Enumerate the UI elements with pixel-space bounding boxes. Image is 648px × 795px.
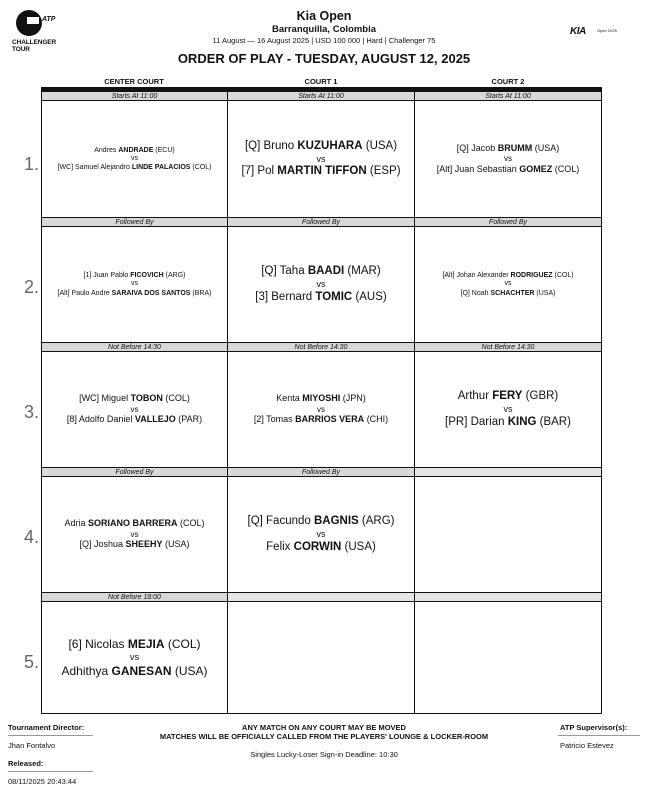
schedule-time-bar: Not Before 14:30 [415,343,601,352]
player-given-name: Adria [64,518,88,529]
sponsor-sub: Open 2025 [597,28,617,33]
player-surname: GOMEZ [519,163,553,174]
versus-label: vs [317,404,325,414]
schedule-time-bar: Not Before 18:00 [42,593,227,602]
player-surname: BRUMM [497,142,533,153]
player-country: (USA) [362,139,398,152]
player-two [58,163,212,172]
player-country: (GBR) [522,390,559,403]
versus-label: vs [504,154,512,164]
released-divider [8,771,93,772]
schedule-time-bar: Followed By [42,218,227,227]
player-two [67,414,202,426]
match-cell [415,343,601,468]
schedule-time-bar: Followed By [42,468,227,477]
schedule-time-bar: Starts At 11:00 [415,92,601,101]
player-two [461,289,556,298]
player-given-name: [1] Juan Pablo [83,272,131,280]
player-two [254,414,388,426]
player-given-name: Kenta [276,393,303,404]
schedule-time-bar: Starts At 11:00 [42,92,227,101]
player-surname: FICOVICH [130,272,164,280]
player-two [445,415,571,430]
player-surname: SORIANO BARRERA [88,518,178,529]
player-surname: SHEEHY [125,539,163,550]
player-country: (COL) [552,163,580,174]
schedule-time-bar: Followed By [228,468,414,477]
row-number: 3. [24,402,40,422]
order-of-play-title: ORDER OF PLAY - TUESDAY, AUGUST 12, 2025 [177,51,471,66]
player-given-name: [Q] Noah [460,289,491,297]
player-given-name: [2] Tomas [253,414,296,425]
player-country: (USA) [532,142,560,153]
player-given-name: [PR] Darian [445,415,508,428]
player-one [457,143,560,155]
logo-line1: CHALLENGER [12,39,57,46]
player-one [276,393,366,405]
versus-label: vs [130,529,139,539]
match [230,227,412,342]
versus-label: vs [131,280,138,288]
match-cell [415,218,601,343]
player-given-name: Felix [266,540,294,553]
player-two [255,290,386,305]
schedule-time-bar [415,593,601,602]
player-country: (BRA) [190,289,212,297]
player-one [68,637,200,653]
player-two [266,540,376,555]
player-country: (USA) [534,289,556,297]
player-country: (ARG) [163,272,186,280]
player-country: (COL) [162,393,190,404]
player-country: (COL) [177,518,205,529]
match-cell [228,468,415,593]
released-label: Released: [8,759,44,768]
player-given-name: Andres [94,146,119,154]
player-given-name: [Q] Facundo [247,515,314,528]
player-two [58,289,212,298]
empty-cell [415,468,601,593]
player-surname: MARTIN TIFFON [277,165,367,178]
player-surname: KUZUHARA [297,139,363,152]
match [44,101,225,217]
player-given-name: [8] Adolfo Daniel [66,414,135,425]
match [44,352,225,467]
lucky-loser-deadline: Singles Lucky-Loser Sign-in Deadline: 10:30 [250,750,398,759]
player-surname: GANESAN [111,663,172,678]
player-surname: LINDE PALACIOS [131,164,191,172]
row-number: 5. [24,652,40,672]
player-country: (ECU) [153,146,175,154]
player-one [458,389,559,404]
player-one [64,518,204,530]
player-surname: RODRIGUEZ [510,272,553,280]
player-surname: BAADI [307,265,345,278]
player-given-name: Adhithya [61,663,112,678]
match [44,602,225,714]
match-cell [415,92,601,218]
court-header-court1: COURT 1 [304,77,338,86]
player-surname: MIYOSHI [302,393,341,404]
player-two [79,539,189,551]
player-given-name: [3] Bernard [255,290,316,303]
player-surname: KING [507,415,537,428]
player-country: (COL) [164,636,201,651]
player-one [84,271,186,280]
logo-brand: ATP [42,16,56,23]
match [44,477,225,592]
player-country: (PAR) [175,414,203,425]
player-given-name: [Q] Jacob [456,142,498,153]
player-given-name: [WC] Miguel [79,393,131,404]
court-header-court2: COURT 2 [491,77,525,86]
row-number: 1. [24,154,40,174]
player-country: (USA) [171,663,208,678]
player-country: (ESP) [366,165,401,178]
player-surname: SCHACHTER [490,289,535,297]
schedule-time-bar: Followed By [415,218,601,227]
player-given-name: [Alt] Johan Alexander [442,272,511,280]
match [417,101,599,217]
versus-label: vs [316,529,326,540]
player-given-name: Arthur [457,390,493,403]
match-cell [42,343,228,468]
versus-label: vs [316,153,326,164]
player-one [248,514,395,529]
match-cell [228,92,415,218]
player-country: (ARG) [358,515,395,528]
player-two [437,164,580,176]
schedule-time-bar [228,593,414,602]
player-given-name: [Alt] Juan Sebastian [436,163,520,174]
sponsor-logo: KIA [570,26,586,37]
player-country: (JPN) [340,393,366,404]
schedule-time-bar: Followed By [228,218,414,227]
match-cell [228,343,415,468]
player-surname: TOMIC [315,290,353,303]
player-surname: ANDRADE [118,146,154,154]
match-cell [228,218,415,343]
player-one [79,393,190,405]
match [417,227,599,342]
player-one [94,146,175,155]
player-surname: VALLEJO [134,414,176,425]
player-surname: SARAIVA DOS SANTOS [111,289,191,297]
supervisor-label: ATP Supervisor(s): [560,723,628,732]
player-given-name: [WC] Samuel Alejandro [57,164,132,172]
player-country: (USA) [162,539,190,550]
versus-label: vs [130,404,139,414]
player-given-name: [Q] Joshua [79,539,126,550]
player-country: (AUS) [352,290,387,303]
player-country: (BAR) [536,415,571,428]
match-cell [42,218,228,343]
empty-cell [228,593,415,714]
versus-label: vs [504,280,512,288]
schedule-time-bar: Starts At 11:00 [228,92,414,101]
player-country: (USA) [341,540,376,553]
player-one [442,271,573,280]
match-cell [42,92,228,218]
director-label: Tournament Director: [8,723,85,732]
versus-label: vs [131,154,138,162]
row-number: 4. [24,527,40,547]
versus-label: vs [316,279,326,290]
schedule-time-bar: Not Before 14:30 [228,343,414,352]
player-given-name: [Alt] Paulo Andre [57,289,112,297]
player-given-name: [Q] Bruno [244,139,298,152]
player-given-name: [7] Pol [241,165,278,178]
match [230,477,412,592]
player-two [241,164,400,179]
player-country: (MAR) [344,265,381,278]
director-name: Jhan Fontalvo [8,741,56,750]
tournament-title: Kia Open [296,9,352,23]
match [230,101,412,217]
logo-line2: TOUR [12,46,30,53]
row-number: 2. [24,277,40,297]
supervisor-name: Patricio Estevez [560,741,614,750]
match [230,352,412,467]
versus-label: vs [129,652,140,664]
released-value: 08/11/2025 20:43:44 [8,777,77,786]
player-country: (COL) [190,164,212,172]
schedule-time-bar: Not Before 14:30 [42,343,227,352]
player-surname: BARRIOS VERA [295,414,365,425]
match [417,352,599,467]
tournament-meta: 11 August — 16 August 2025 | USD 100 000 | Hard | Challenger 75 [212,36,436,45]
player-surname: MEJIA [127,636,165,651]
player-country: (COL) [552,272,574,280]
player-one [245,139,397,154]
player-one [261,264,380,279]
player-surname: FERY [492,390,523,403]
notice-called: MATCHES WILL BE OFFICIALLY CALLED FROM THE PLAYERS' LOUNGE & LOCKER-ROOM [159,732,489,741]
player-country: (CHI) [364,414,389,425]
player-given-name: [6] Nicolas [68,636,128,651]
player-surname: CORWIN [293,540,342,553]
empty-cell [415,593,601,714]
player-two [61,664,207,680]
match-cell [42,593,228,714]
versus-label: vs [503,404,513,415]
player-given-name: [Q] Taha [261,265,308,278]
order-of-play-grid [41,87,602,714]
notice-moved: ANY MATCH ON ANY COURT MAY BE MOVED [242,723,406,732]
match-cell [42,468,228,593]
player-surname: TOBON [130,393,163,404]
court-header-center: CENTER COURT [104,77,164,86]
player-surname: BAGNIS [313,515,359,528]
match [44,227,225,342]
supervisor-divider [558,735,640,736]
tournament-city: Barranquilla, Colombia [272,24,376,35]
schedule-time-bar [415,468,601,477]
